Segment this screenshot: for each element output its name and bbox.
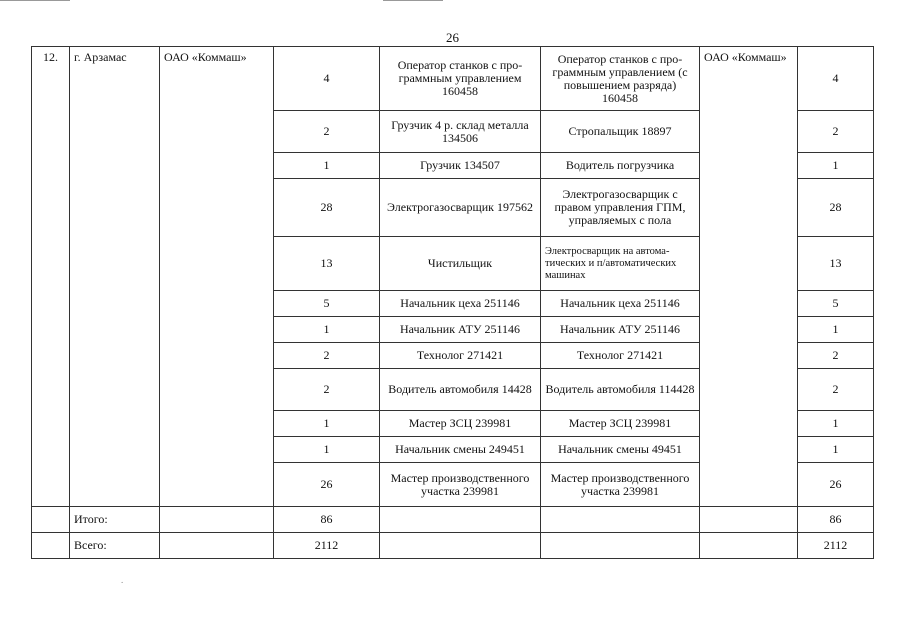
transfer-table [31,46,874,559]
profession-to-cell: Мастер ЗСЦ 239981 [541,411,700,437]
count-to-cell: 13 [798,237,874,291]
top-edge-mark-right [383,0,443,1]
total-row-count-from: 2112 [274,533,380,559]
subtotal-row-count-to: 86 [798,507,874,533]
count-to-cell: 28 [798,179,874,237]
count-from-cell: 1 [274,153,380,179]
organization-from: ОАО «Коммаш» [160,47,274,507]
profession-to-cell: Водитель автомобиля 114428 [541,369,700,411]
count-to-cell: 5 [798,291,874,317]
empty-cell [32,533,70,559]
count-to-cell: 26 [798,463,874,507]
count-from-cell: 26 [274,463,380,507]
profession-from-cell: Водитель автомобиля 14428 [380,369,541,411]
table-row [32,47,874,111]
organization-to: ОАО «Коммаш» [700,47,798,507]
count-to-cell: 4 [798,47,874,111]
empty-cell [700,533,798,559]
profession-to-cell: Начальник АТУ 251146 [541,317,700,343]
count-from-cell: 28 [274,179,380,237]
subtotal-row-label: Итого: [70,507,160,533]
empty-cell [380,533,541,559]
count-to-cell: 1 [798,317,874,343]
empty-cell [160,533,274,559]
empty-cell [380,507,541,533]
count-from-cell: 13 [274,237,380,291]
profession-to-cell: Электросварщик на автома-тических и п/автоматических машинах [541,237,700,291]
empty-cell [32,507,70,533]
table-body [32,47,874,559]
profession-to-cell: Водитель погрузчика [541,153,700,179]
total-row [32,533,874,559]
profession-to-cell: Начальник смены 49451 [541,437,700,463]
page-number: 26 [446,30,459,45]
scan-speck: . [121,575,124,585]
subtotal-row [32,507,874,533]
count-to-cell: 1 [798,411,874,437]
count-from-cell: 2 [274,111,380,153]
count-from-cell: 5 [274,291,380,317]
profession-to-cell: Оператор станков с про-граммным управлением (с повышением разряда) 160458 [541,47,700,111]
count-to-cell: 2 [798,111,874,153]
count-from-cell: 1 [274,411,380,437]
profession-to-cell: Технолог 271421 [541,343,700,369]
count-to-cell: 2 [798,369,874,411]
count-from-cell: 1 [274,317,380,343]
profession-from-cell: Начальник смены 249451 [380,437,541,463]
profession-to-cell: Электрогазосварщик с правом управления ГПМ, управляемых с пола [541,179,700,237]
profession-to-cell: Мастер производственного участка 239981 [541,463,700,507]
profession-from-cell: Мастер ЗСЦ 239981 [380,411,541,437]
profession-to-cell: Стропальщик 18897 [541,111,700,153]
count-to-cell: 1 [798,437,874,463]
count-from-cell: 1 [274,437,380,463]
profession-from-cell: Оператор станков с про-граммным управлением 160458 [380,47,541,111]
profession-from-cell: Начальник цеха 251146 [380,291,541,317]
row-number: 12. [32,47,70,507]
profession-from-cell: Мастер производственного участка 239981 [380,463,541,507]
count-from-cell: 4 [274,47,380,111]
count-to-cell: 1 [798,153,874,179]
count-from-cell: 2 [274,343,380,369]
total-row-count-to: 2112 [798,533,874,559]
profession-from-cell: Чистильщик [380,237,541,291]
empty-cell [160,507,274,533]
empty-cell [700,507,798,533]
profession-from-cell: Грузчик 4 р. склад металла 134506 [380,111,541,153]
profession-from-cell: Электрогазосварщик 197562 [380,179,541,237]
profession-from-cell: Начальник АТУ 251146 [380,317,541,343]
empty-cell [541,533,700,559]
city-cell: г. Арзамас [70,47,160,507]
profession-from-cell: Грузчик 134507 [380,153,541,179]
profession-from-cell: Технолог 271421 [380,343,541,369]
count-to-cell: 2 [798,343,874,369]
top-edge-mark-left [0,0,70,1]
total-row-label: Всего: [70,533,160,559]
empty-cell [541,507,700,533]
subtotal-row-count-from: 86 [274,507,380,533]
count-from-cell: 2 [274,369,380,411]
profession-to-cell: Начальник цеха 251146 [541,291,700,317]
